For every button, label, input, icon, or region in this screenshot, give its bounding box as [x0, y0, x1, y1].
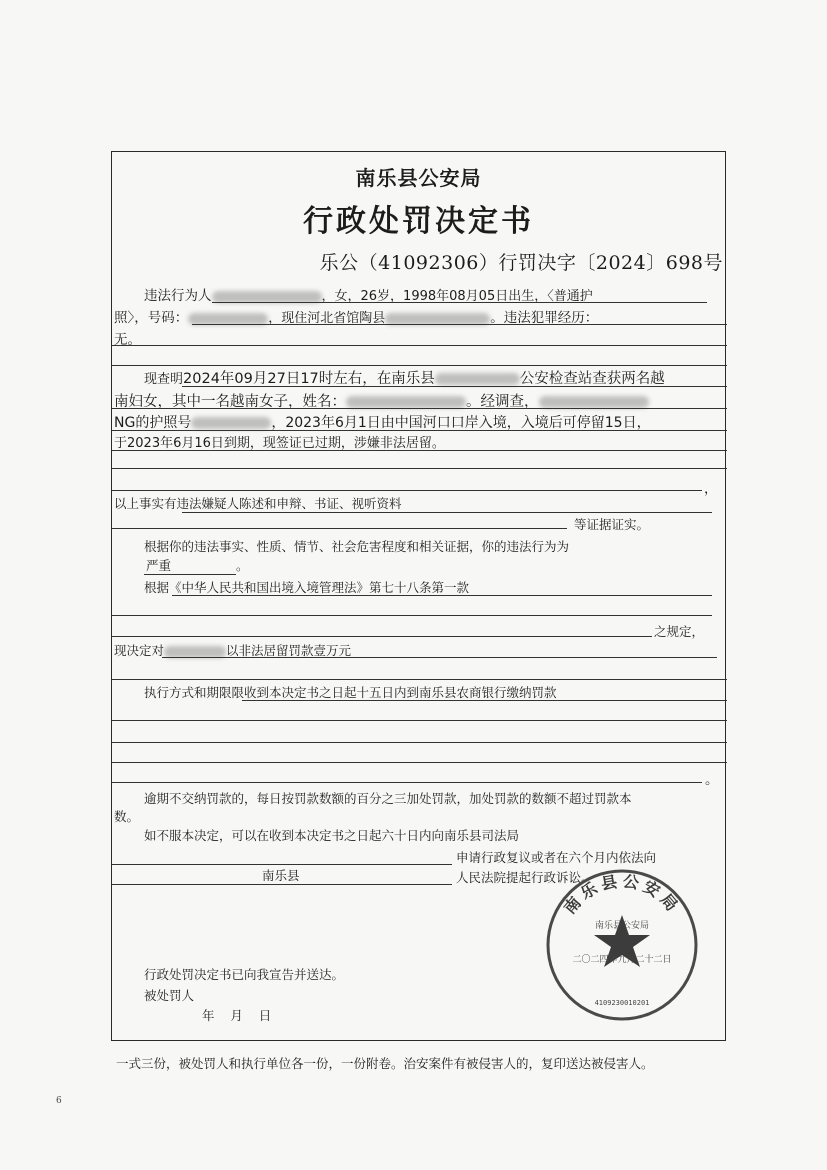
redacted-passport-2 [191, 417, 271, 429]
fill-line [162, 657, 717, 658]
law-basis-line: 根据《中华人民共和国出境入境管理法》第七十八条第一款 [144, 580, 470, 595]
redacted-suspect-name-2 [539, 396, 649, 408]
fill-line [212, 302, 707, 303]
fill-line [192, 324, 727, 325]
appeal-line-2: 申请行政复议或者在六个月内依法向 [456, 850, 657, 865]
redacted-checkpoint [435, 373, 520, 385]
footnote: 一式三份，被处罚人和执行单位各一份，一份附卷。治安案件有被侵害人的，复印送达被侵害人。 [116, 1056, 654, 1071]
redacted-address [385, 313, 490, 325]
seal-outer-text: 南乐县公安局 [559, 871, 685, 918]
decision-penalty: 以非法居留罚款壹万元 [226, 643, 352, 658]
severity-value-row: 严重 。 [146, 558, 249, 573]
offender-label: 违法行为人 [144, 288, 212, 304]
fill-line [172, 595, 712, 596]
fill-line [112, 782, 702, 783]
criminal-record-label: 。违法犯罪经历： [490, 310, 599, 326]
redacted-passport [188, 313, 268, 325]
facts-line-3: NG的护照号 ，2023年6月1日由中国河口口岸入境，入境后可停留15日， [114, 415, 651, 431]
redacted-decision-name [164, 646, 226, 658]
fill-line [112, 528, 567, 529]
svg-text:南乐县公安局 [560, 871, 684, 917]
receipt-line-2: 被处罚人 [144, 988, 195, 1003]
evidence-line-1: 以上事实有违法嫌疑人陈述和申辩、书证、视听资料 [114, 496, 402, 511]
fill-line [112, 430, 727, 431]
fill-line [112, 636, 652, 637]
offender-line-1 [144, 284, 593, 304]
offender-details: ，女，26岁，1998年08月05日出生，〈普通护 [321, 289, 593, 304]
fill-line [182, 512, 712, 513]
evidence-line-2: 等证据证实。 [574, 517, 650, 532]
seal-date: 二〇二四年九月二十二日 [572, 955, 672, 965]
fill-line [112, 720, 727, 721]
fill-line [242, 700, 727, 701]
redacted-name [212, 291, 322, 303]
fill-line [112, 408, 727, 409]
fill-line [182, 386, 727, 387]
fill-line [112, 490, 702, 491]
appeal-line-1: 如不服本决定，可以在收到本决定书之日起六十日内向南乐县司法局 [144, 828, 520, 843]
fill-line [112, 864, 452, 865]
document-number: 乐公（41092306）行罚决字〔2024〕698号 [319, 252, 723, 274]
fill-line [112, 615, 712, 616]
facts-label: 现查明 [144, 372, 184, 387]
criminal-record-value: 无。 [114, 332, 141, 348]
fill-line [112, 345, 727, 346]
seal-code: 4109230010201 [594, 999, 650, 1007]
facts-comma: ， [704, 481, 718, 497]
receipt-line-1: 行政处罚决定书已向我宣告并送达。 [144, 967, 345, 982]
facts-line-1: 现查明2024年09月27日17时左右，在南乐县 公安检查站查获两名越 [144, 371, 665, 387]
redacted-suspect-name [346, 396, 466, 408]
fill-line [112, 884, 452, 885]
severity-value: 严重 [144, 556, 236, 575]
issuing-authority: 南乐县公安局 [355, 166, 482, 190]
execution-dot: 。 [705, 772, 719, 788]
execution-line: 执行方式和期限限收到本决定书之日起十五日内到南乐县农商银行缴纳罚款 [144, 685, 557, 700]
margin-mark: 6 [56, 1096, 62, 1106]
execution-value: 限收到本决定书之日起十五日内到南乐县农商银行缴纳罚款 [231, 685, 557, 700]
fill-line [112, 365, 727, 366]
facts-line-2: 南妇女，其中一名越南女子，姓名： 。经调查， [114, 390, 649, 411]
facts-line-4: 于2023年6月16日到期，现签证已过期，涉嫌非法居留。 [114, 436, 445, 451]
appeal-court-county: 南乐县 [262, 868, 300, 883]
official-seal-icon [542, 865, 702, 1025]
fill-line [112, 679, 727, 680]
fill-line [112, 468, 727, 469]
seal-inner-name: 南乐县公安局 [594, 921, 650, 931]
fill-line [112, 450, 727, 451]
passport-label: 照〉，号码： [114, 310, 189, 326]
severity-line: 根据你的违法事实、性质、情节、社会危害程度和相关证据，你的违法行为为 [144, 539, 570, 554]
law-article: 《中华人民共和国出境入境管理法》第七十八条第一款 [169, 580, 470, 595]
overdue-line-2: 数。 [114, 809, 140, 824]
overdue-line-1: 逾期不交纳罚款的，每日按罚款数额的百分之三加处罚款，加处罚款的数额不超过罚款本 [144, 791, 632, 806]
receipt-date: 年 月 日 [202, 1008, 272, 1023]
decision-form [111, 151, 726, 1041]
fill-line [112, 742, 727, 743]
law-tail: 之规定， [654, 624, 705, 639]
document-title: 行政处罚决定书 [303, 204, 534, 239]
address-label: ，现住河北省馆陶县 [268, 311, 386, 326]
fill-line [112, 762, 727, 763]
decision-line: 现决定对 以非法居留罚款壹万元 [114, 643, 352, 658]
offender-line-2 [114, 306, 598, 326]
appeal-line-3: 人民法院提起行政诉讼。 [456, 870, 594, 885]
